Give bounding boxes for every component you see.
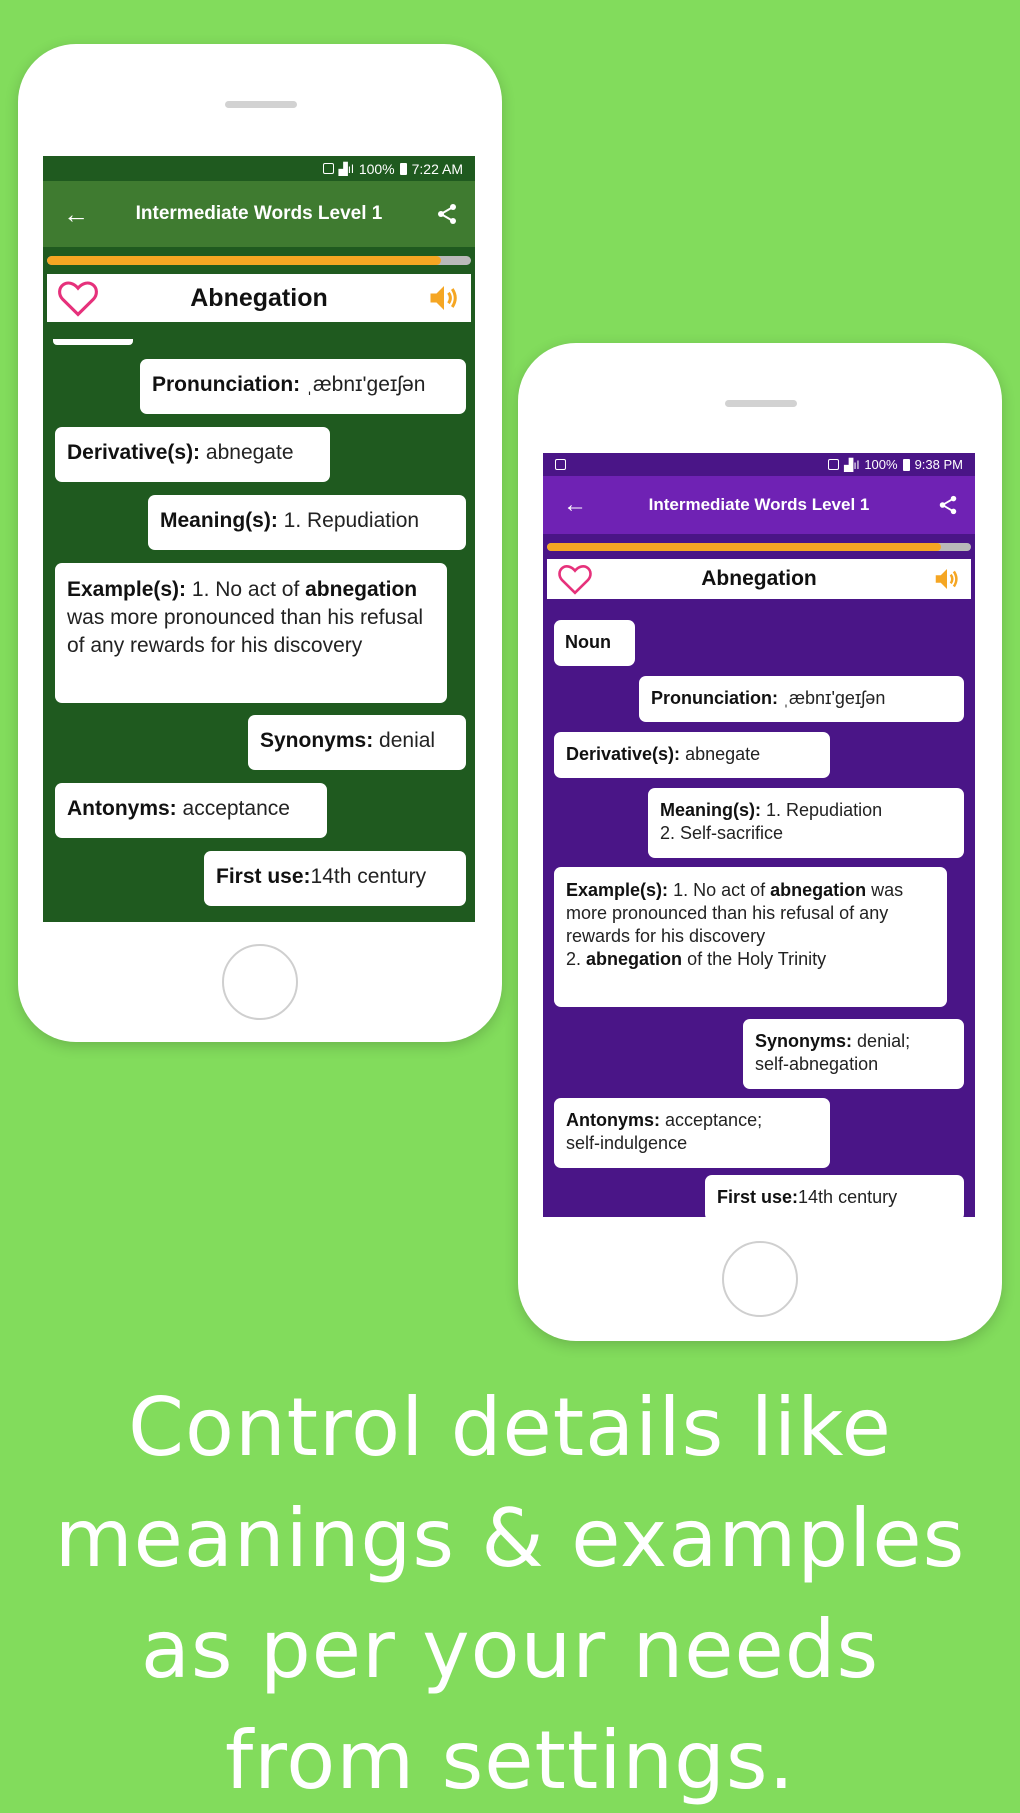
status-time: 7:22 AM — [411, 160, 463, 177]
pronunciation-value: ˌæbnɪ'geɪʃən — [306, 373, 426, 396]
meaning-card — [148, 495, 466, 550]
phone-speaker — [725, 400, 797, 407]
heart-icon[interactable] — [57, 279, 99, 317]
first-use-card — [204, 851, 466, 906]
heart-icon[interactable] — [557, 563, 593, 595]
notification-icon — [323, 163, 334, 174]
first-use-card — [705, 1175, 964, 1217]
status-bar — [43, 156, 475, 181]
app-bar — [43, 181, 475, 247]
pronunciation-value: ˌæbnɪ'geɪʃən — [783, 688, 886, 708]
app-bar-title: Intermediate Words Level 1 — [648, 495, 870, 514]
app-bar-title: Intermediate Words Level 1 — [135, 203, 383, 224]
first-use-value: 14th century — [798, 1187, 898, 1207]
pronunciation-label: Pronunciation: — [152, 373, 301, 396]
status-time: 9:38 PM — [914, 457, 963, 472]
level-progress-bar — [547, 543, 971, 551]
back-arrow-icon[interactable]: ← — [63, 198, 89, 229]
example-card — [554, 867, 947, 1007]
synonyms-value-2: self-abnegation — [755, 1054, 879, 1074]
phone-screen-green — [43, 156, 475, 922]
antonyms-label: Antonyms: — [67, 797, 177, 820]
pronunciation-card — [639, 676, 964, 722]
antonyms-value-2: self-indulgence — [566, 1133, 688, 1153]
example2-text-post: of the Holy Trinity — [687, 949, 827, 969]
antonyms-card — [554, 1098, 830, 1168]
first-use-value: 14th century — [310, 865, 427, 888]
signal-icon: ▟ıl — [338, 161, 354, 176]
first-use-label: First use: — [717, 1187, 799, 1207]
app-bar — [543, 476, 975, 534]
notification-icon — [828, 459, 839, 470]
example2-text-pre: 2. — [566, 949, 582, 969]
example2-word: abnegation — [586, 949, 683, 969]
derivative-card — [55, 427, 330, 482]
antonyms-label: Antonyms: — [566, 1110, 660, 1130]
antonyms-value-1: acceptance; — [665, 1110, 763, 1130]
example-text-pre: 1. No act of — [191, 578, 300, 601]
tagline-line-1: Control details like — [128, 1381, 892, 1474]
derivative-label: Derivative(s): — [566, 744, 681, 764]
battery-icon — [400, 163, 407, 175]
synonyms-card — [248, 715, 466, 770]
derivative-value: abnegate — [205, 441, 294, 464]
example-label: Example(s): — [67, 578, 187, 601]
synonyms-label: Synonyms: — [260, 729, 374, 752]
first-use-label: First use: — [216, 865, 311, 888]
home-button[interactable] — [222, 944, 298, 1020]
tagline — [0, 1372, 1020, 1813]
tagline-line-4: from settings. — [224, 1714, 796, 1807]
example-text-pre: 1. No act of — [673, 880, 766, 900]
example-text-post: was more pronounced than his refusal of any rewards for his discovery — [566, 880, 904, 946]
scroll-peek-card — [53, 339, 133, 345]
example-text-post: was more pronounced than his refusal of any rewards for his discovery — [67, 606, 424, 657]
status-bar — [543, 453, 975, 476]
meaning-value: 1. Repudiation — [283, 509, 420, 532]
signal-icon: ▟ıl — [844, 457, 860, 472]
share-icon[interactable] — [435, 202, 459, 226]
word-title: Abnegation — [701, 567, 817, 590]
pronunciation-card — [140, 359, 466, 414]
meaning-value-2: 2. Self-sacrifice — [660, 823, 784, 843]
phone-screen-purple — [543, 453, 975, 1217]
battery-icon — [903, 459, 910, 471]
antonyms-card — [55, 783, 327, 838]
phone-mockup-purple — [518, 343, 1002, 1341]
battery-percent: 100% — [864, 457, 898, 472]
synonyms-value: denial — [379, 729, 436, 752]
back-arrow-icon[interactable]: ← — [563, 491, 587, 518]
level-progress-fill — [547, 543, 941, 551]
derivative-value: abnegate — [685, 744, 761, 764]
share-icon[interactable] — [937, 494, 959, 516]
meaning-label: Meaning(s): — [660, 800, 761, 820]
example-label: Example(s): — [566, 880, 669, 900]
battery-percent: 100% — [358, 160, 395, 177]
synonyms-label: Synonyms: — [755, 1031, 853, 1051]
word-title: Abnegation — [190, 283, 328, 312]
example-word: abnegation — [305, 578, 418, 601]
level-progress-fill — [47, 256, 441, 265]
part-of-speech-card — [554, 620, 635, 666]
phone-mockup-green — [18, 44, 502, 1042]
synonyms-card — [743, 1019, 964, 1089]
derivative-label: Derivative(s): — [67, 441, 201, 464]
word-header — [547, 559, 971, 599]
gallery-icon — [555, 459, 566, 470]
example-card — [55, 563, 447, 703]
speaker-icon[interactable] — [425, 280, 463, 316]
tagline-line-2: meanings & examples — [54, 1492, 966, 1585]
derivative-card — [554, 732, 830, 778]
tagline-line-3: as per your needs — [140, 1603, 880, 1696]
part-of-speech: Noun — [565, 632, 611, 652]
home-button[interactable] — [722, 1241, 798, 1317]
phone-speaker — [225, 101, 297, 108]
example-word: abnegation — [770, 880, 867, 900]
synonyms-value-1: denial; — [857, 1031, 911, 1051]
pronunciation-label: Pronunciation: — [651, 688, 778, 708]
level-progress-bar — [47, 256, 471, 265]
antonyms-value: acceptance — [182, 797, 290, 820]
word-header — [47, 274, 471, 322]
meaning-label: Meaning(s): — [160, 509, 278, 532]
speaker-icon[interactable] — [931, 564, 963, 594]
meaning-card — [648, 788, 964, 858]
meaning-value-1: 1. Repudiation — [766, 800, 883, 820]
